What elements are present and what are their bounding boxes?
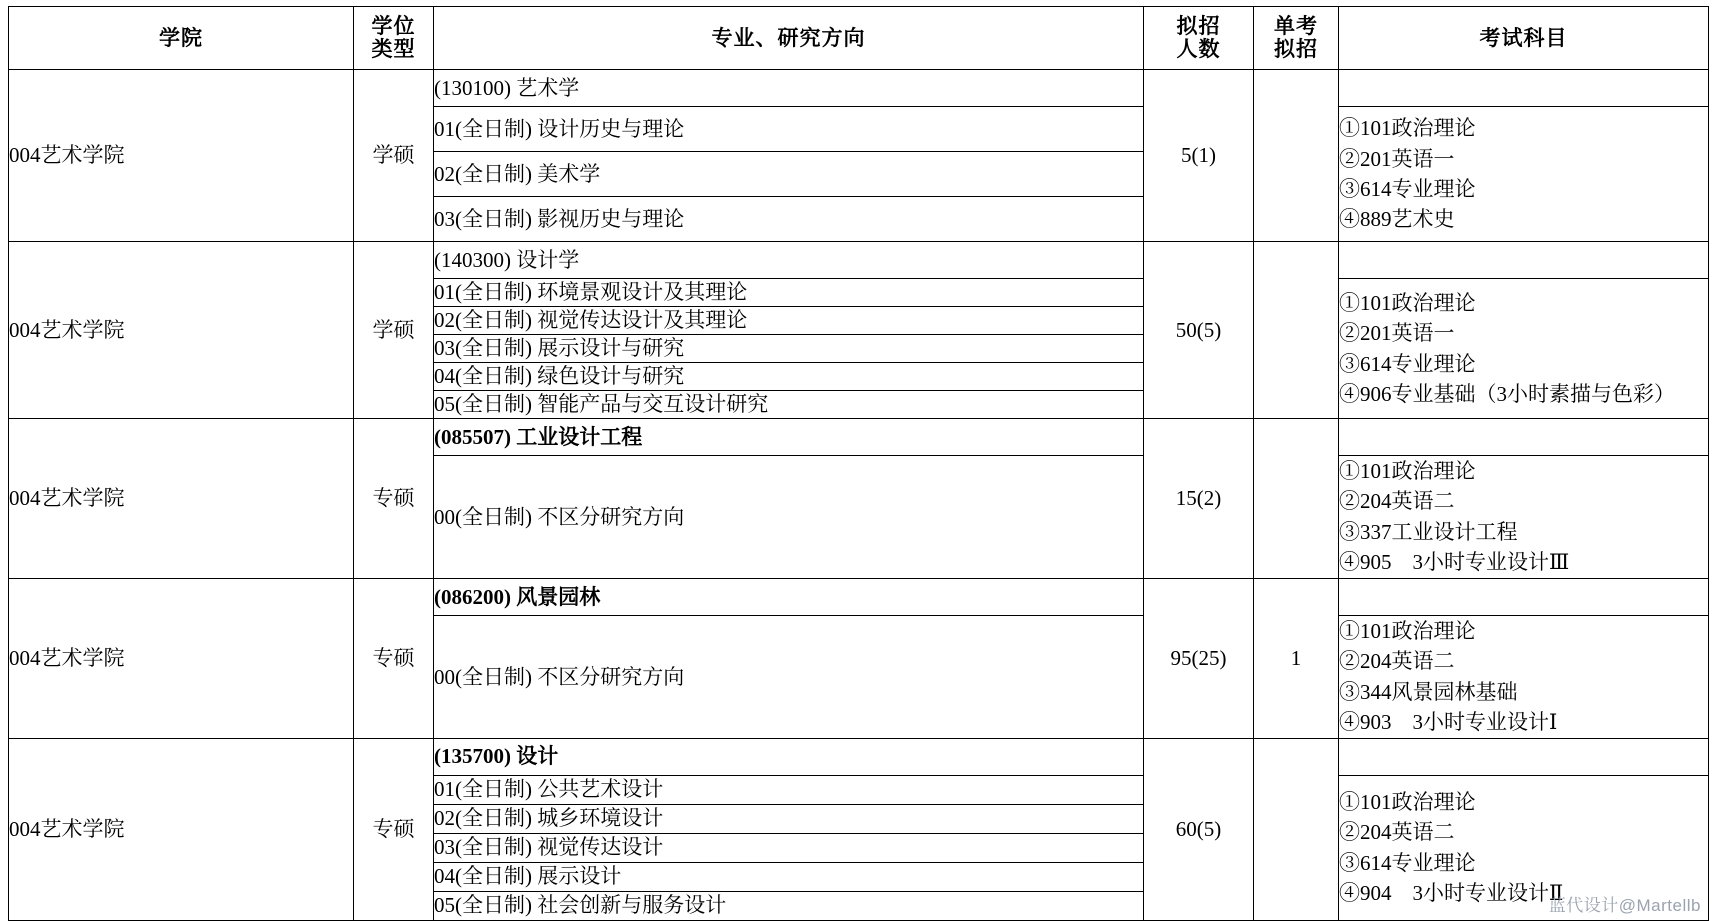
cell-direction: 04(全日制) 绿色设计与研究 <box>434 363 1144 391</box>
subject-line: ④906专业基础（3小时素描与色彩） <box>1339 381 1675 406</box>
subject-line: ④889艺术史 <box>1339 207 1455 232</box>
cell-subjects-blank <box>1339 738 1709 775</box>
cell-subjects <box>1339 279 1709 419</box>
subject-line: ②204英语二 <box>1339 649 1455 674</box>
cell-degree: 学硕 <box>354 70 434 242</box>
document-page <box>0 6 1715 920</box>
table-row <box>9 578 1709 615</box>
header-plan <box>1144 7 1254 70</box>
subject-line: ①101政治理论 <box>1339 459 1476 483</box>
admission-catalog-table <box>8 6 1709 921</box>
header-college: 学院 <box>9 7 354 70</box>
subject-line: ④904 3小时专业设计Ⅱ <box>1339 880 1564 905</box>
cell-direction: 00(全日制) 不区分研究方向 <box>434 456 1144 579</box>
subject-line: ③344风景园林基础 <box>1339 679 1518 704</box>
cell-subjects <box>1339 107 1709 242</box>
header-single-line2: 拟招 <box>1274 37 1318 61</box>
cell-subjects-blank <box>1339 578 1709 615</box>
cell-direction: 02(全日制) 视觉传达设计及其理论 <box>434 307 1144 335</box>
table-row <box>9 70 1709 107</box>
header-subjects: 考试科目 <box>1339 7 1709 70</box>
subject-line: ③614专业理论 <box>1339 351 1476 376</box>
cell-direction: 04(全日制) 展示设计 <box>434 862 1144 891</box>
subject-line: ②201英语一 <box>1339 146 1455 171</box>
subject-line: ①101政治理论 <box>1339 290 1476 315</box>
header-single-line1: 单考 <box>1274 13 1318 38</box>
subject-line: ①101政治理论 <box>1339 618 1476 643</box>
cell-direction: 02(全日制) 美术学 <box>434 152 1144 197</box>
header-row <box>9 7 1709 70</box>
cell-direction: 03(全日制) 展示设计与研究 <box>434 335 1144 363</box>
cell-single-exam: 1 <box>1254 578 1339 738</box>
cell-direction: 05(全日制) 社会创新与服务设计 <box>434 891 1144 920</box>
table-row <box>9 419 1709 456</box>
cell-direction: 01(全日制) 设计历史与理论 <box>434 107 1144 152</box>
subject-line: ①101政治理论 <box>1339 116 1476 141</box>
cell-direction: 03(全日制) 影视历史与理论 <box>434 197 1144 242</box>
cell-degree: 专硕 <box>354 578 434 738</box>
cell-subjects-blank <box>1339 419 1709 456</box>
table-header <box>9 7 1709 70</box>
cell-plan: 5(1) <box>1144 70 1254 242</box>
subject-line: ③614专业理论 <box>1339 177 1476 201</box>
header-degree-type <box>354 7 434 70</box>
cell-subjects-blank <box>1339 70 1709 107</box>
cell-plan: 95(25) <box>1144 578 1254 738</box>
subject-line: ①101政治理论 <box>1339 789 1476 814</box>
header-degree-line2: 类型 <box>371 37 416 61</box>
subject-line: ④905 3小时专业设计Ⅲ <box>1339 550 1570 575</box>
header-plan-line1: 拟招 <box>1176 13 1221 38</box>
cell-degree: 专硕 <box>354 738 434 920</box>
cell-direction: 02(全日制) 城乡环境设计 <box>434 804 1144 833</box>
cell-major: (140300) 设计学 <box>434 242 1144 279</box>
subject-line: ③614专业理论 <box>1339 850 1476 875</box>
cell-college: 004艺术学院 <box>9 242 354 419</box>
cell-plan: 50(5) <box>1144 242 1254 419</box>
cell-single-exam <box>1254 70 1339 242</box>
cell-single-exam <box>1254 242 1339 419</box>
cell-direction: 01(全日制) 公共艺术设计 <box>434 775 1144 804</box>
cell-college: 004艺术学院 <box>9 70 354 242</box>
cell-subjects <box>1339 615 1709 738</box>
cell-plan: 15(2) <box>1144 419 1254 579</box>
subject-line: ②204英语二 <box>1339 820 1455 845</box>
cell-direction: 05(全日制) 智能产品与交互设计研究 <box>434 391 1144 419</box>
watermark-text: 蓝代设计@Martellb <box>1548 896 1701 915</box>
cell-degree: 学硕 <box>354 242 434 419</box>
cell-major: (130100) 艺术学 <box>434 70 1144 107</box>
header-degree-line1: 学位 <box>371 13 416 38</box>
header-major: 专业、研究方向 <box>434 7 1144 70</box>
cell-major: (085507) 工业设计工程 <box>434 419 1144 456</box>
cell-single-exam <box>1254 419 1339 579</box>
cell-direction: 00(全日制) 不区分研究方向 <box>434 615 1144 738</box>
subject-line: ②204英语二 <box>1339 489 1455 514</box>
subject-line: ③337工业设计工程 <box>1339 519 1518 544</box>
cell-major: (086200) 风景园林 <box>434 578 1144 615</box>
table-body <box>9 70 1709 921</box>
cell-college: 004艺术学院 <box>9 419 354 579</box>
cell-college: 004艺术学院 <box>9 738 354 920</box>
cell-degree: 专硕 <box>354 419 434 579</box>
header-plan-line2: 人数 <box>1176 37 1221 61</box>
subject-line: ②201英语一 <box>1339 321 1455 346</box>
table-row <box>9 242 1709 279</box>
cell-single-exam <box>1254 738 1339 920</box>
cell-plan: 60(5) <box>1144 738 1254 920</box>
cell-subjects-blank <box>1339 242 1709 279</box>
table-row <box>9 738 1709 775</box>
cell-subjects <box>1339 456 1709 579</box>
header-single-exam <box>1254 7 1339 70</box>
cell-direction: 03(全日制) 视觉传达设计 <box>434 833 1144 862</box>
cell-major: (135700) 设计 <box>434 738 1144 775</box>
cell-college: 004艺术学院 <box>9 578 354 738</box>
subject-line: ④903 3小时专业设计Ⅰ <box>1339 710 1558 735</box>
cell-direction: 01(全日制) 环境景观设计及其理论 <box>434 279 1144 307</box>
